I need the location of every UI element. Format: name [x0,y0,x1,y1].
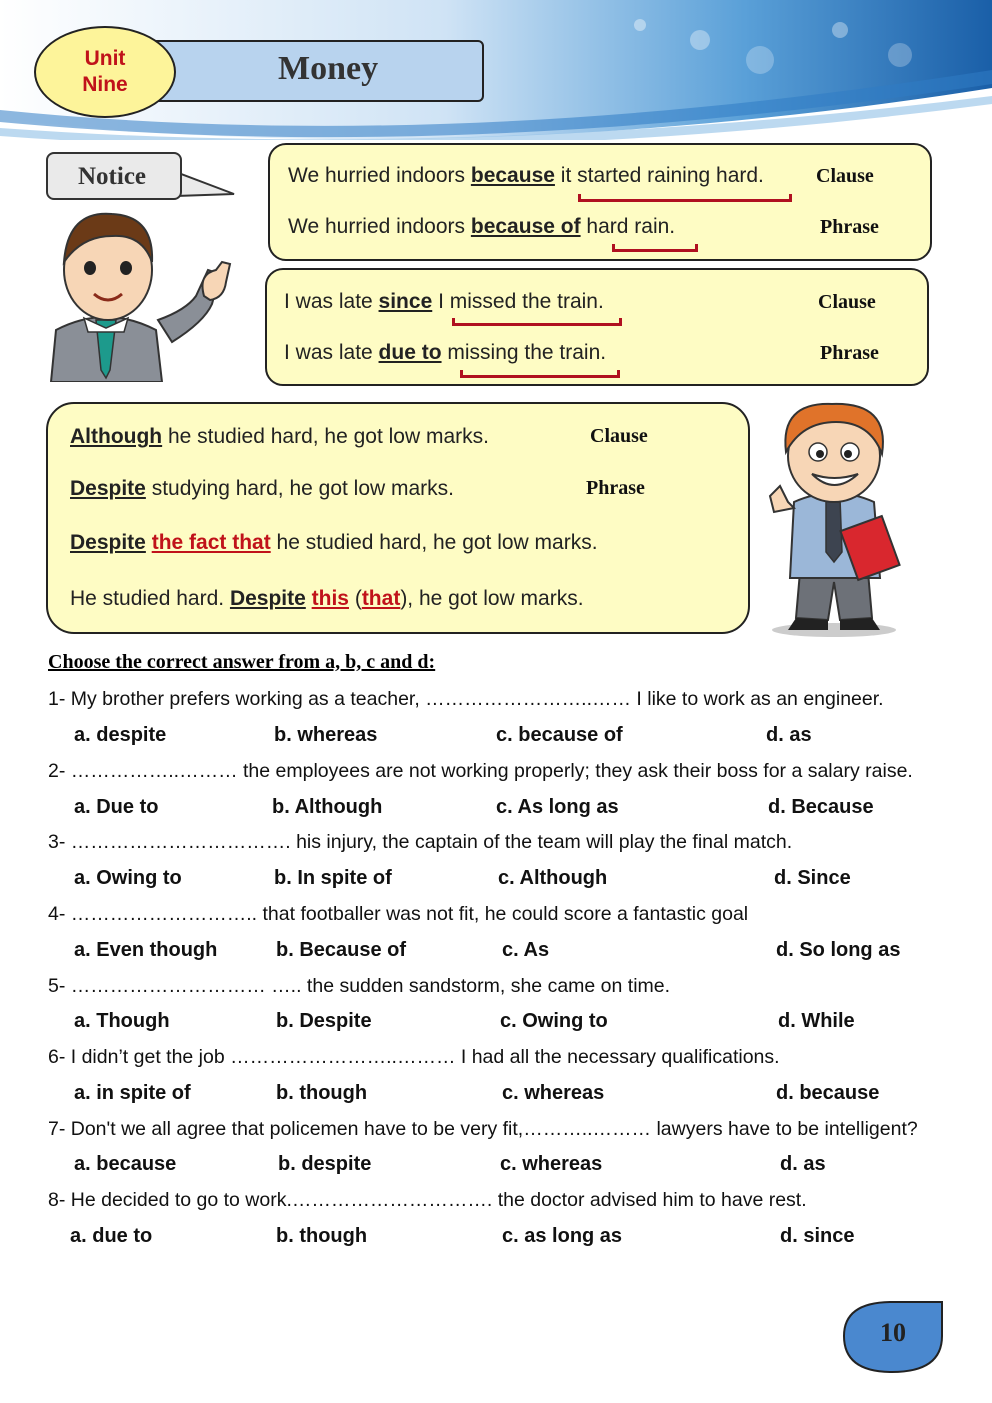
option-a[interactable]: a. Owing to [74,867,182,889]
teacher-icon [46,200,246,382]
example-line [70,587,584,611]
example-line [288,215,675,239]
example-line [284,290,604,314]
example-line [70,425,489,449]
keyword: because of [470,215,581,238]
phrase-bracket [460,370,620,378]
example-text: he studied hard, he got low marks. [270,531,598,554]
option-b[interactable]: b. Despite [276,1010,372,1032]
question: 4- ……………………….. that footballer was not fit, he could score a fantastic goal [48,903,749,925]
question: 5- ………………………… ….. the sudden sandstorm, she came on time. [48,975,671,997]
example-text: he studied hard, he got low marks. [162,425,489,448]
grammar-box-since [265,268,929,386]
option-c[interactable]: c. as long as [502,1225,623,1247]
page-number: 10 [880,1318,906,1347]
option-c[interactable]: c. because of [496,724,623,746]
question: 6- I didn’t get the job ……………………..……… I had all the necessary qualifications. [48,1046,780,1068]
option-c[interactable]: c. Although [498,867,608,889]
question: 2- ……………..……… the employees are not working properly; they ask their boss for a salary raise. [48,760,913,782]
option-a[interactable]: a. due to [70,1225,153,1247]
keyword-red: this [311,587,349,610]
question: 7- Don't we all agree that policemen have to be very fit,………..……… lawyers have to be intelligent? [48,1118,918,1140]
option-a[interactable]: a. in spite of [74,1082,191,1104]
option-b[interactable]: b. though [276,1225,368,1247]
unit-label: Unit [84,47,126,70]
option-d[interactable]: d. Since [774,867,851,889]
example-text: it started raining hard. [554,164,764,187]
question: 8- He decided to go to work.…………………………. the doctor advised him to have rest. [48,1189,807,1211]
option-b[interactable]: b. though [276,1082,368,1104]
option-d[interactable]: d. While [778,1010,855,1032]
clause-bracket [452,318,622,326]
option-b[interactable]: b. In spite of [274,867,392,889]
option-d[interactable]: d. as [766,724,812,746]
option-a[interactable]: a. because [74,1153,177,1175]
clause-tag: Clause [818,291,876,313]
example-text: studying hard, he got low marks. [145,477,455,500]
exercise-heading: Choose the correct answer from a, b, c and d: [48,651,436,673]
option-a[interactable]: a. Even though [74,939,218,961]
option-b[interactable]: b. despite [278,1153,372,1175]
option-a[interactable]: a. Though [74,1010,170,1032]
option-d[interactable]: d. So long as [776,939,901,961]
option-a[interactable]: a. Due to [74,796,159,818]
example-text: I missed the train. [432,290,604,313]
option-a[interactable]: a. despite [74,724,167,746]
example-text: I was late [284,341,379,364]
clause-tag: Clause [816,165,874,187]
option-c[interactable]: c. As long as [496,796,619,818]
keyword-red: the fact that [151,531,271,554]
clause-bracket [578,194,792,202]
option-c[interactable]: c. whereas [502,1082,605,1104]
phrase-tag: Phrase [820,342,879,364]
grammar-box-because [268,143,932,261]
example-text: I was late [284,290,379,313]
option-c[interactable]: c. whereas [500,1153,603,1175]
phrase-tag: Phrase [586,477,645,499]
keyword-red: that [361,587,401,610]
unit-number: Nine [82,73,128,96]
student-icon [760,392,920,638]
option-d[interactable]: d. as [780,1153,826,1175]
question: 3- ……………………………. his injury, the captain of the team will play the final match. [48,831,793,853]
example-line [70,531,598,555]
speech-tail [176,168,240,202]
option-c[interactable]: c. As [502,939,550,961]
keyword: because [470,164,555,187]
notice-label: Notice [78,163,147,190]
option-d[interactable]: d. since [780,1225,855,1247]
example-text: He studied hard. [70,587,230,610]
keyword: Although [70,425,163,448]
question: 1- My brother prefers working as a teacher, ……………………..…… I like to work as an engineer. [48,688,884,710]
example-text: We hurried indoors [288,164,471,187]
keyword: Despite [70,531,146,554]
example-text: ( [348,587,362,610]
example-text: missing the train. [441,341,607,364]
phrase-bracket [612,244,698,252]
example-line [284,341,606,365]
keyword: Despite [229,587,306,610]
example-text: We hurried indoors [288,215,471,238]
example-line [70,477,454,501]
clause-tag: Clause [590,425,648,447]
keyword: Despite [70,477,146,500]
page-title: Money [278,50,379,87]
keyword: due to [378,341,442,364]
example-text: ), he got low marks. [400,587,584,610]
option-d[interactable]: d. Because [768,796,874,818]
option-b[interactable]: b. whereas [274,724,378,746]
option-b[interactable]: b. Because of [276,939,407,961]
example-line [288,164,764,188]
option-c[interactable]: c. Owing to [500,1010,608,1032]
phrase-tag: Phrase [820,216,879,238]
unit-badge [34,26,176,118]
example-text: hard rain. [580,215,676,238]
keyword: since [378,290,433,313]
option-d[interactable]: d. because [776,1082,880,1104]
option-b[interactable]: b. Although [272,796,383,818]
